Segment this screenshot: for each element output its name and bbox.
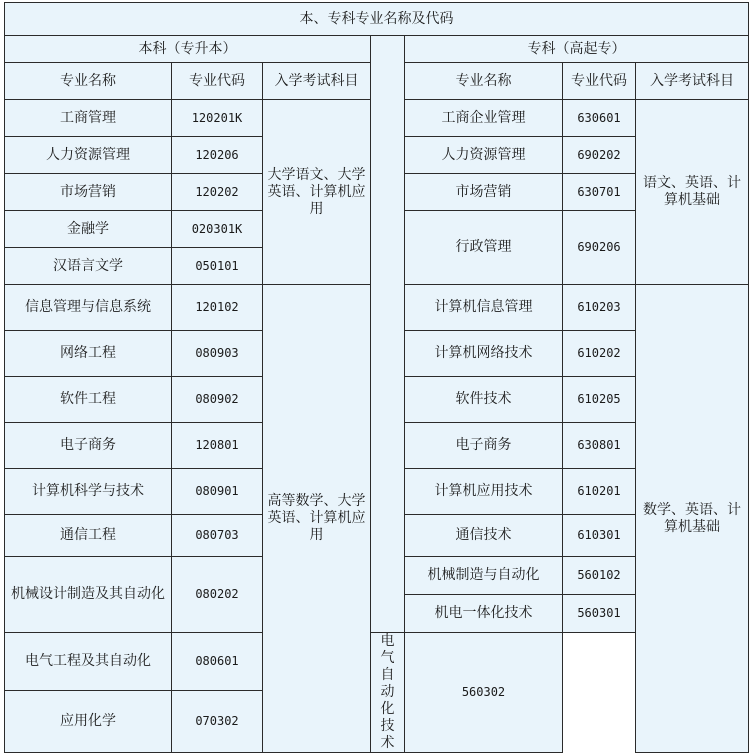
major-code: 610301 xyxy=(563,515,636,557)
col-header-code-undergrad: 专业代码 xyxy=(172,63,263,100)
major-name: 计算机信息管理 xyxy=(405,285,563,331)
major-code: 070302 xyxy=(172,691,263,753)
major-name: 电子商务 xyxy=(5,423,172,469)
col-header-code-junior: 专业代码 xyxy=(563,63,636,100)
major-code: 080202 xyxy=(172,557,263,633)
major-code: 630801 xyxy=(563,423,636,469)
major-code: 560301 xyxy=(563,595,636,633)
major-name: 市场营销 xyxy=(5,174,172,211)
major-code: 120201K xyxy=(172,100,263,137)
major-code: 610203 xyxy=(563,285,636,331)
major-name: 软件技术 xyxy=(405,377,563,423)
major-code: 080601 xyxy=(172,633,263,691)
major-name: 信息管理与信息系统 xyxy=(5,285,172,331)
exam-subjects: 数学、英语、计算机基础 xyxy=(636,285,749,753)
junior-header: 专科（高起专） xyxy=(405,36,749,63)
major-name: 人力资源管理 xyxy=(5,137,172,174)
major-code: 560302 xyxy=(405,633,563,753)
major-name: 汉语言文学 xyxy=(5,248,172,285)
major-code: 610202 xyxy=(563,331,636,377)
major-name: 电气工程及其自动化 xyxy=(5,633,172,691)
major-code: 120801 xyxy=(172,423,263,469)
major-code: 630601 xyxy=(563,100,636,137)
exam-subjects: 大学语文、大学英语、计算机应用 xyxy=(263,100,371,285)
major-name: 电子商务 xyxy=(405,423,563,469)
major-name: 人力资源管理 xyxy=(405,137,563,174)
major-name: 计算机应用技术 xyxy=(405,469,563,515)
major-name: 机械设计制造及其自动化 xyxy=(5,557,172,633)
col-header-exam-undergrad: 入学考试科目 xyxy=(263,63,371,100)
major-code: 080903 xyxy=(172,331,263,377)
major-name: 软件工程 xyxy=(5,377,172,423)
major-name: 网络工程 xyxy=(5,331,172,377)
undergrad-header: 本科（专升本） xyxy=(5,36,371,63)
col-header-name-junior: 专业名称 xyxy=(405,63,563,100)
major-name: 行政管理 xyxy=(405,211,563,285)
major-name: 金融学 xyxy=(5,211,172,248)
exam-subjects: 语文、英语、计算机基础 xyxy=(636,100,749,285)
majors-table-wrapper xyxy=(4,2,749,753)
major-name: 计算机科学与技术 xyxy=(5,469,172,515)
col-header-exam-junior: 入学考试科目 xyxy=(636,63,749,100)
major-code: 690206 xyxy=(563,211,636,285)
major-name: 机电一体化技术 xyxy=(405,595,563,633)
major-code: 080703 xyxy=(172,515,263,557)
major-name: 应用化学 xyxy=(5,691,172,753)
major-code: 560102 xyxy=(563,557,636,595)
major-code: 610205 xyxy=(563,377,636,423)
major-name: 计算机网络技术 xyxy=(405,331,563,377)
major-name: 机械制造与自动化 xyxy=(405,557,563,595)
major-code: 630701 xyxy=(563,174,636,211)
major-code: 120206 xyxy=(172,137,263,174)
major-code: 610201 xyxy=(563,469,636,515)
major-name: 市场营销 xyxy=(405,174,563,211)
major-name: 工商企业管理 xyxy=(405,100,563,137)
major-code: 050101 xyxy=(172,248,263,285)
table-title: 本、专科专业名称及代码 xyxy=(5,3,749,36)
divider-gap xyxy=(371,36,405,633)
major-code: 120202 xyxy=(172,174,263,211)
major-code: 080901 xyxy=(172,469,263,515)
major-code: 690202 xyxy=(563,137,636,174)
majors-table xyxy=(4,2,749,753)
exam-subjects: 高等数学、大学英语、计算机应用 xyxy=(263,285,371,753)
major-name: 通信工程 xyxy=(5,515,172,557)
major-code: 020301K xyxy=(172,211,263,248)
major-name: 电气自动化技术 xyxy=(371,633,405,753)
major-code: 080902 xyxy=(172,377,263,423)
col-header-name-undergrad: 专业名称 xyxy=(5,63,172,100)
major-name: 通信技术 xyxy=(405,515,563,557)
major-code: 120102 xyxy=(172,285,263,331)
major-name: 工商管理 xyxy=(5,100,172,137)
